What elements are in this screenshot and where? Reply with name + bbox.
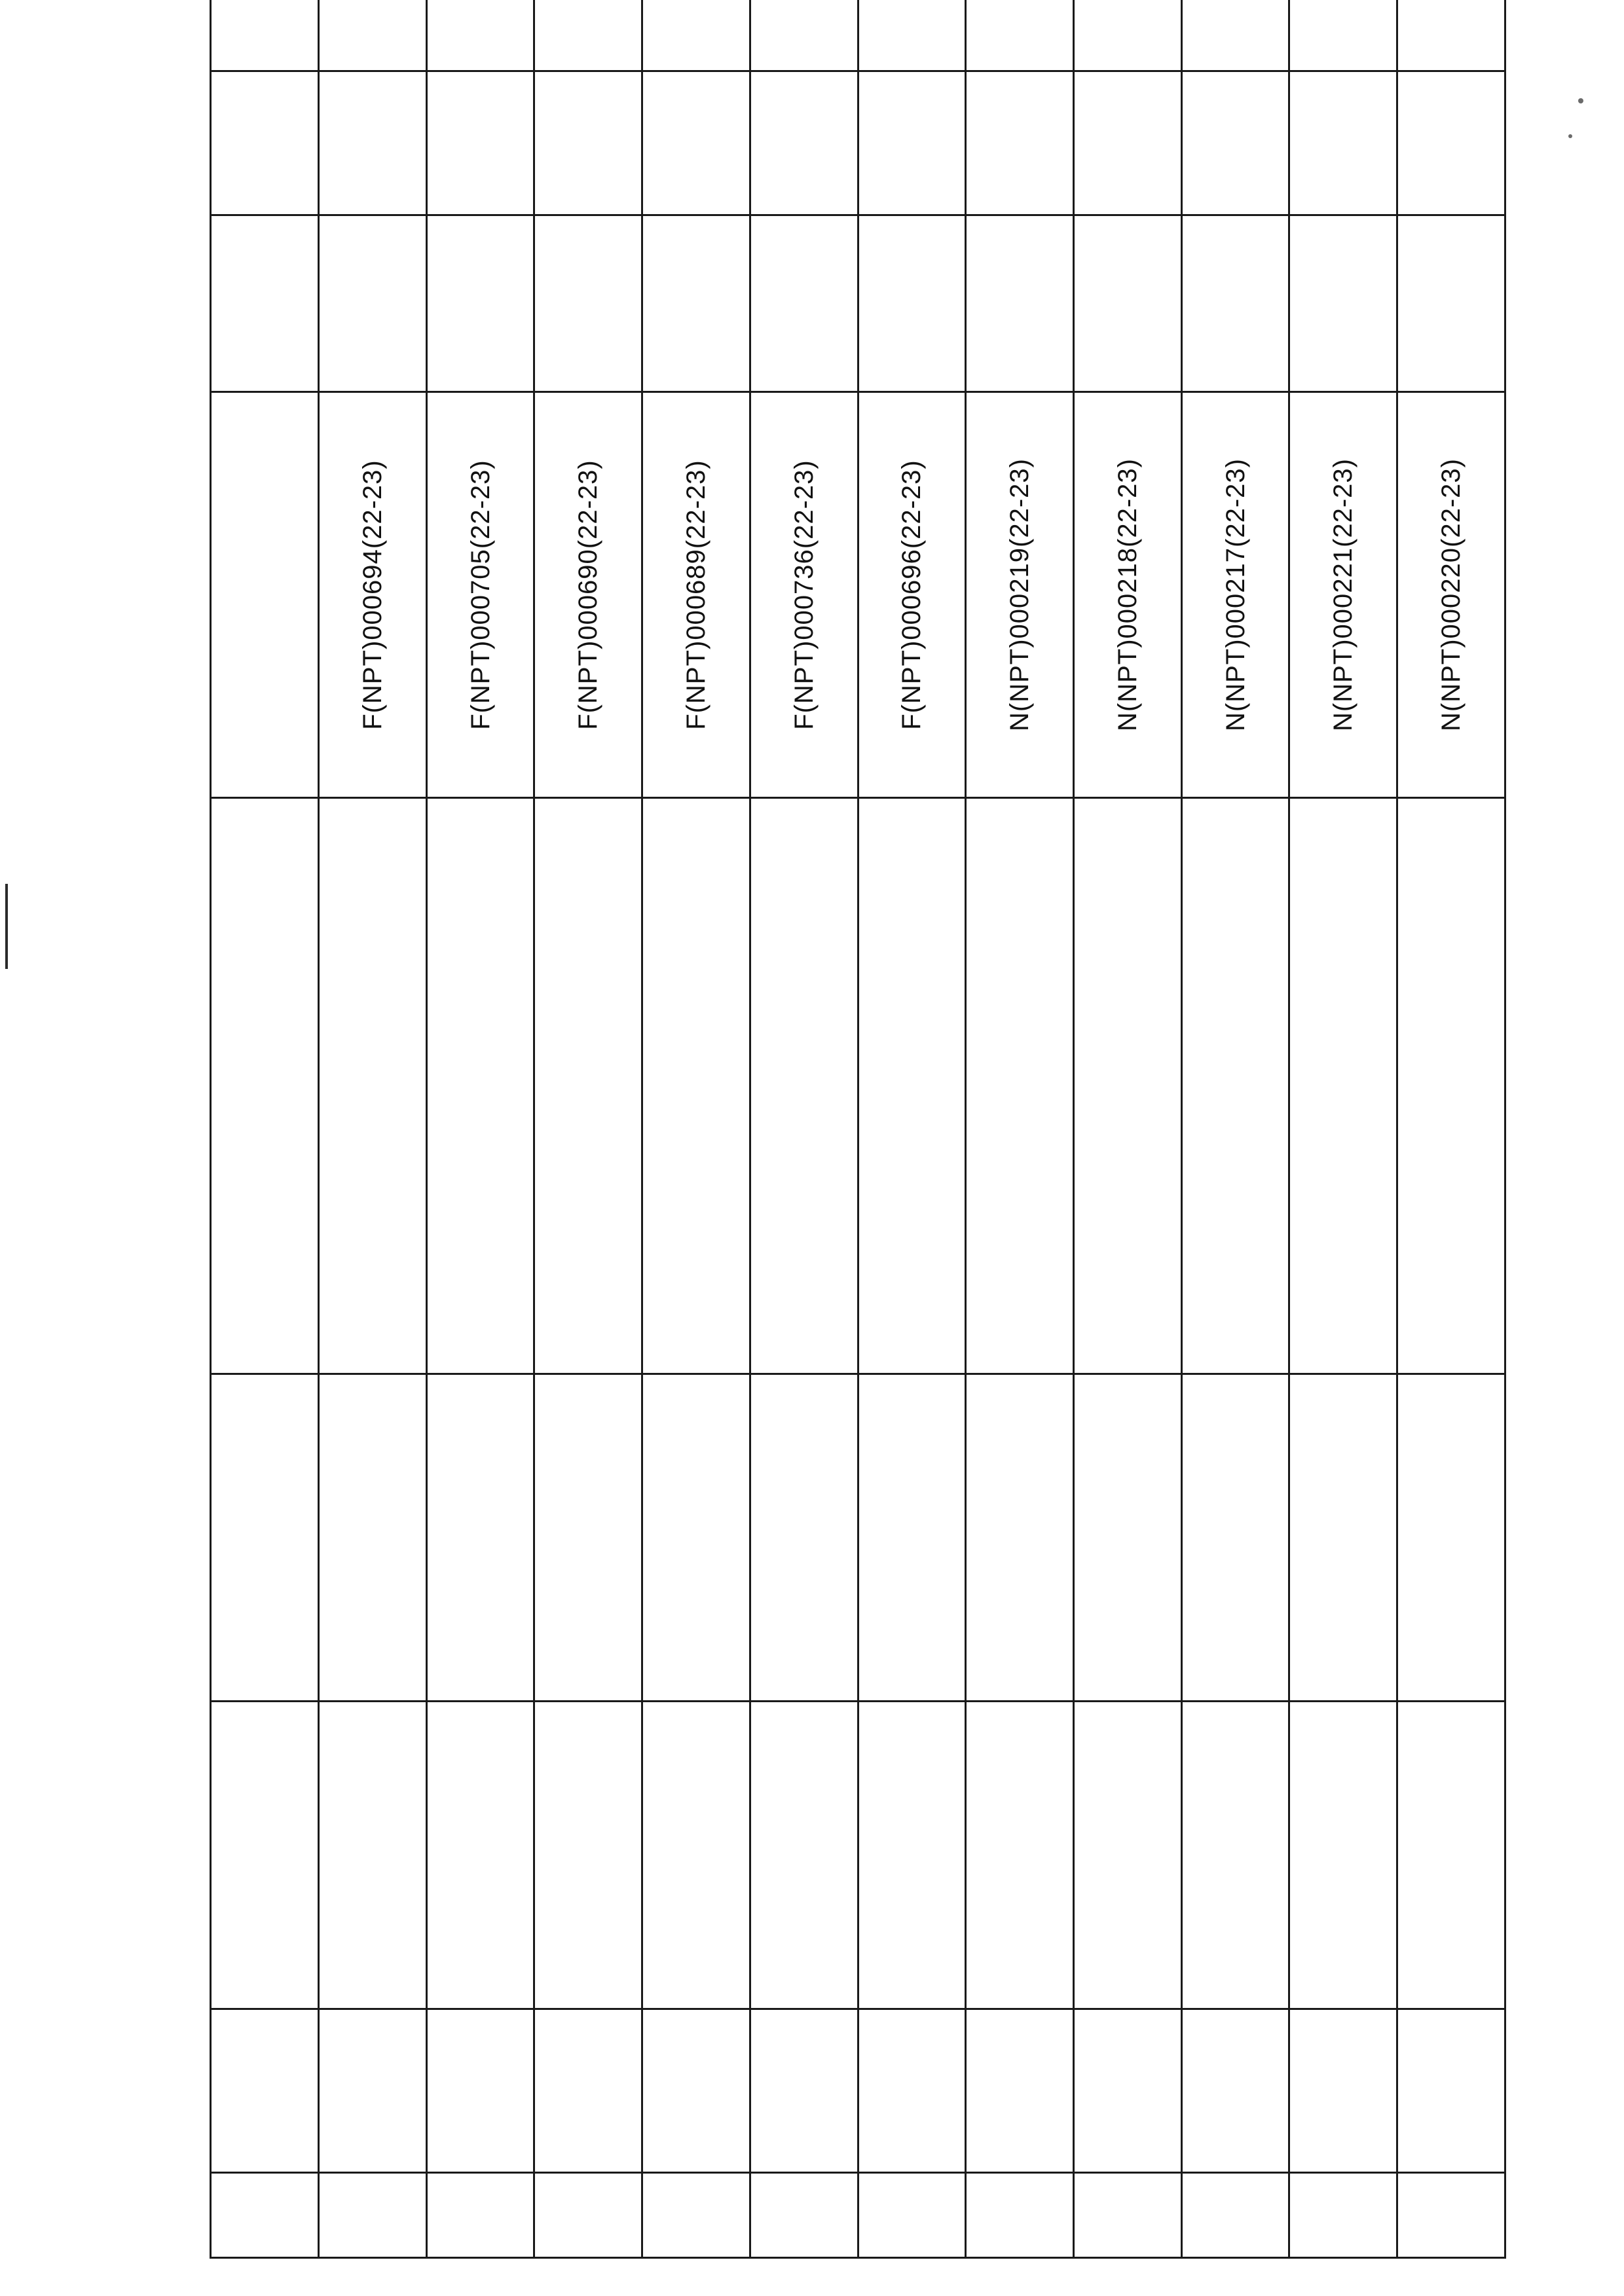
row-township bbox=[534, 215, 642, 392]
row-name bbox=[534, 1702, 642, 2009]
row-township bbox=[642, 215, 750, 392]
row-address bbox=[426, 1374, 534, 1702]
row-township bbox=[1074, 215, 1182, 392]
scan-speck bbox=[1568, 134, 1572, 138]
row-township bbox=[426, 215, 534, 392]
document-title bbox=[144, 46, 203, 2259]
row-remarks bbox=[426, 0, 534, 71]
header-location bbox=[211, 798, 319, 1374]
row-address bbox=[1397, 1374, 1505, 1702]
row-reference-no: N(NPT)000221(22-23) bbox=[1289, 392, 1397, 798]
row-remarks bbox=[1397, 0, 1505, 71]
row-remarks bbox=[319, 0, 427, 71]
row-district bbox=[1181, 71, 1289, 215]
row-date bbox=[642, 2009, 750, 2173]
row-district bbox=[750, 71, 858, 215]
table-row bbox=[858, 0, 966, 2258]
row-serial bbox=[1397, 2173, 1505, 2258]
row-location bbox=[1289, 798, 1397, 1374]
row-serial bbox=[534, 2173, 642, 2258]
row-date bbox=[534, 2009, 642, 2173]
header-district bbox=[211, 71, 319, 215]
row-serial bbox=[426, 2173, 534, 2258]
row-serial bbox=[750, 2173, 858, 2258]
row-location bbox=[642, 798, 750, 1374]
row-township bbox=[1181, 215, 1289, 392]
row-reference-no: F(NPT)000696(22-23) bbox=[858, 392, 966, 798]
row-name bbox=[1181, 1702, 1289, 2009]
row-district bbox=[319, 71, 427, 215]
row-serial bbox=[642, 2173, 750, 2258]
header-serial bbox=[211, 2173, 319, 2258]
row-location bbox=[750, 798, 858, 1374]
row-address bbox=[1074, 1374, 1182, 1702]
row-serial bbox=[1289, 2173, 1397, 2258]
row-name bbox=[642, 1702, 750, 2009]
row-address bbox=[966, 1374, 1074, 1702]
row-district bbox=[1289, 71, 1397, 215]
row-name bbox=[966, 1702, 1074, 2009]
row-location bbox=[534, 798, 642, 1374]
row-reference-no: F(NPT)000705(22-23) bbox=[426, 392, 534, 798]
table-row bbox=[966, 0, 1074, 2258]
row-remarks bbox=[642, 0, 750, 71]
row-address bbox=[1181, 1374, 1289, 1702]
header-reference-no bbox=[211, 392, 319, 798]
row-name bbox=[426, 1702, 534, 2009]
row-reference-no: N(NPT)000218(22-23) bbox=[1074, 392, 1182, 798]
row-township bbox=[1289, 215, 1397, 392]
table-row bbox=[319, 0, 427, 2258]
row-date bbox=[858, 2009, 966, 2173]
table-header-row bbox=[211, 0, 319, 2258]
table-row bbox=[1397, 0, 1505, 2258]
header-address bbox=[211, 1374, 319, 1702]
header-date bbox=[211, 2009, 319, 2173]
row-reference-no: N(NPT)000219(22-23) bbox=[966, 392, 1074, 798]
row-district bbox=[426, 71, 534, 215]
row-location bbox=[966, 798, 1074, 1374]
row-district bbox=[1074, 71, 1182, 215]
row-township bbox=[966, 215, 1074, 392]
row-location bbox=[1074, 798, 1182, 1374]
row-address bbox=[642, 1374, 750, 1702]
header-township bbox=[211, 215, 319, 392]
header-remarks bbox=[211, 0, 319, 71]
table-row bbox=[426, 0, 534, 2258]
row-address bbox=[319, 1374, 427, 1702]
row-district bbox=[966, 71, 1074, 215]
binding-mark bbox=[5, 884, 8, 969]
row-date bbox=[966, 2009, 1074, 2173]
row-date bbox=[750, 2009, 858, 2173]
row-address bbox=[534, 1374, 642, 1702]
header-name bbox=[211, 1702, 319, 2009]
row-reference-no: F(NPT)000736(22-23) bbox=[750, 392, 858, 798]
table-row bbox=[1289, 0, 1397, 2258]
row-remarks bbox=[750, 0, 858, 71]
row-date bbox=[1074, 2009, 1182, 2173]
table-row bbox=[750, 0, 858, 2258]
row-serial bbox=[858, 2173, 966, 2258]
table-row bbox=[642, 0, 750, 2258]
row-location bbox=[1181, 798, 1289, 1374]
row-serial bbox=[1074, 2173, 1182, 2258]
row-remarks bbox=[966, 0, 1074, 71]
row-date bbox=[426, 2009, 534, 2173]
row-name bbox=[319, 1702, 427, 2009]
row-remarks bbox=[1181, 0, 1289, 71]
row-name bbox=[1289, 1702, 1397, 2009]
row-name bbox=[1397, 1702, 1505, 2009]
scan-speck bbox=[1578, 98, 1583, 103]
row-date bbox=[1289, 2009, 1397, 2173]
row-township bbox=[319, 215, 427, 392]
document-sheet bbox=[144, 46, 1506, 2259]
row-address bbox=[858, 1374, 966, 1702]
row-district bbox=[642, 71, 750, 215]
row-serial bbox=[1181, 2173, 1289, 2258]
row-reference-no: F(NPT)000689(22-23) bbox=[642, 392, 750, 798]
row-location bbox=[426, 798, 534, 1374]
row-reference-no: N(NPT)000217(22-23) bbox=[1181, 392, 1289, 798]
row-serial bbox=[966, 2173, 1074, 2258]
row-location bbox=[1397, 798, 1505, 1374]
row-district bbox=[534, 71, 642, 215]
row-date bbox=[319, 2009, 427, 2173]
row-serial bbox=[319, 2173, 427, 2258]
row-address bbox=[750, 1374, 858, 1702]
table-row bbox=[1181, 0, 1289, 2258]
register-table bbox=[210, 0, 1506, 2259]
row-address bbox=[1289, 1374, 1397, 1702]
row-name bbox=[750, 1702, 858, 2009]
row-remarks bbox=[534, 0, 642, 71]
row-date bbox=[1181, 2009, 1289, 2173]
row-reference-no: N(NPT)000220(22-23) bbox=[1397, 392, 1505, 798]
row-remarks bbox=[1074, 0, 1182, 71]
table-row bbox=[1074, 0, 1182, 2258]
row-date bbox=[1397, 2009, 1505, 2173]
row-name bbox=[858, 1702, 966, 2009]
row-remarks bbox=[1289, 0, 1397, 71]
row-reference-no: F(NPT)000694(22-23) bbox=[319, 392, 427, 798]
row-remarks bbox=[858, 0, 966, 71]
row-township bbox=[750, 215, 858, 392]
row-location bbox=[319, 798, 427, 1374]
row-name bbox=[1074, 1702, 1182, 2009]
row-township bbox=[858, 215, 966, 392]
row-district bbox=[1397, 71, 1505, 215]
row-reference-no: F(NPT)000690(22-23) bbox=[534, 392, 642, 798]
row-location bbox=[858, 798, 966, 1374]
table-row bbox=[534, 0, 642, 2258]
row-township bbox=[1397, 215, 1505, 392]
row-district bbox=[858, 71, 966, 215]
